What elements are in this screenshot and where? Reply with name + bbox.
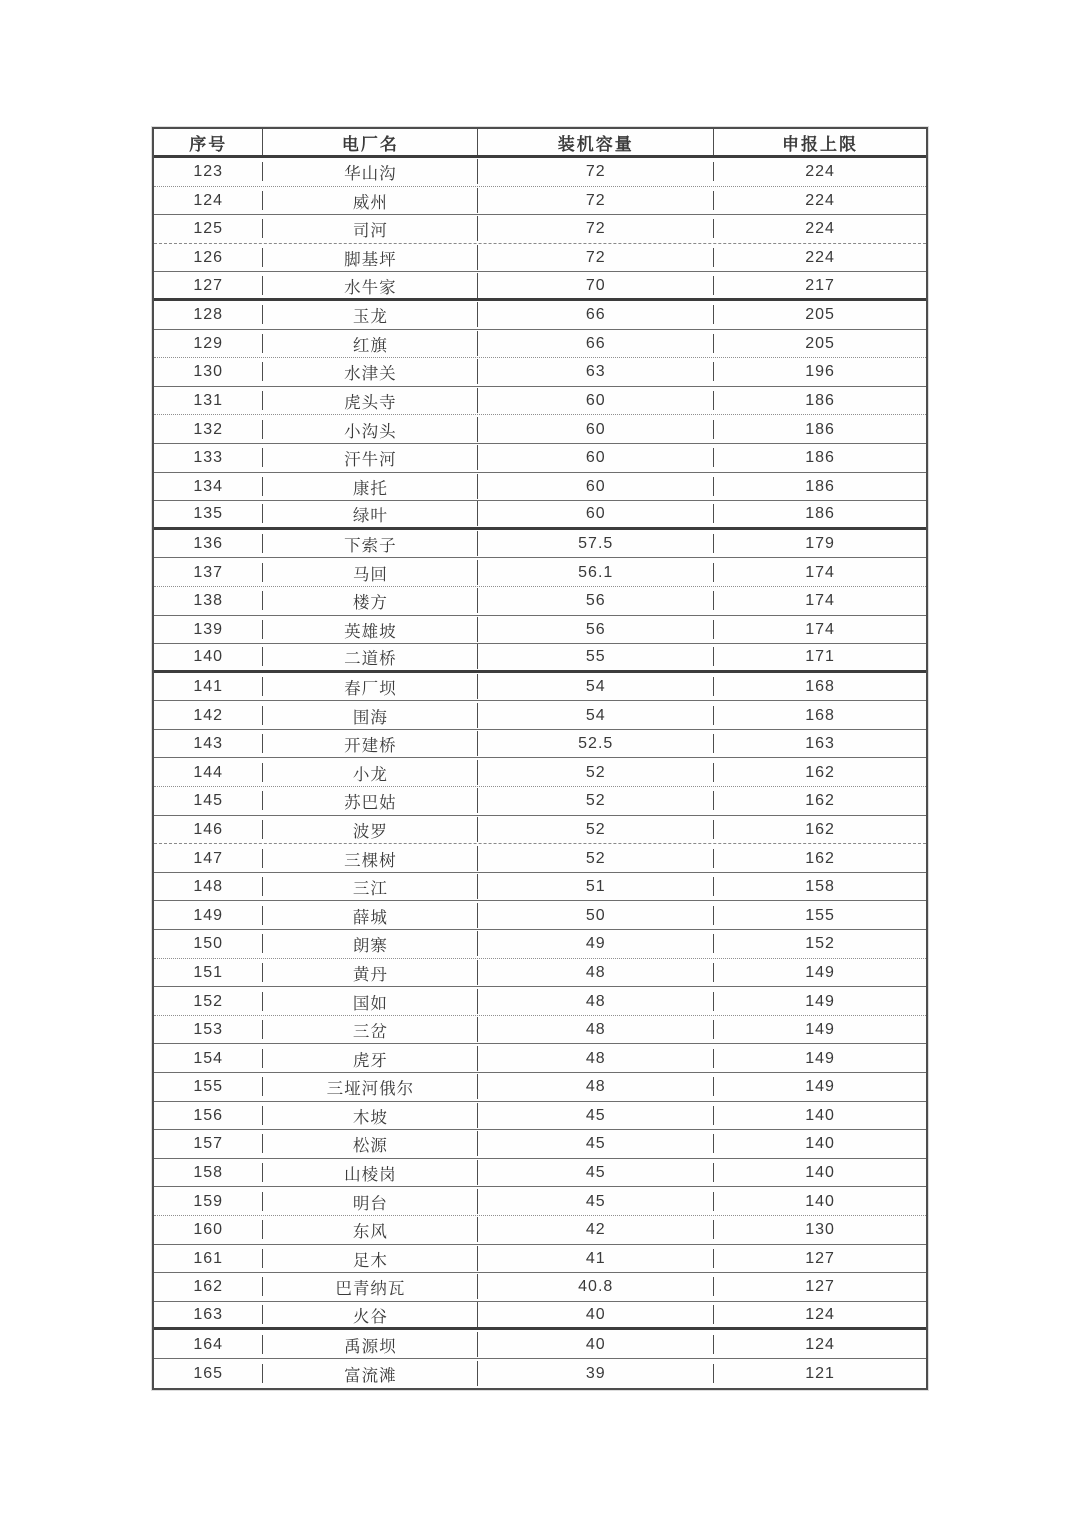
cell-limit: 186 <box>805 392 835 410</box>
cell-index: 148 <box>154 877 263 896</box>
table-row <box>154 1273 926 1302</box>
cell-plant-name: 脚基坪 <box>263 245 478 270</box>
column-header-capacity: 装机容量 <box>478 129 714 155</box>
cell-index: 165 <box>154 1364 263 1383</box>
cell-limit: 179 <box>805 535 835 553</box>
cell-limit: 162 <box>805 792 835 810</box>
cell-capacity: 45 <box>478 1134 714 1153</box>
cell-capacity: 72 <box>478 162 714 181</box>
table-row <box>154 244 926 273</box>
cell-index: 161 <box>154 1249 263 1268</box>
cell-index: 135 <box>154 504 263 523</box>
table-row <box>154 587 926 616</box>
table-row <box>154 1245 926 1274</box>
table-row <box>154 272 926 301</box>
cell-capacity: 45 <box>478 1106 714 1125</box>
cell-index: 132 <box>154 420 263 439</box>
cell-capacity: 52 <box>478 820 714 839</box>
cell-capacity: 72 <box>478 248 714 267</box>
cell-plant-name: 汗牛河 <box>263 445 478 470</box>
cell-limit: 205 <box>805 334 835 352</box>
cell-limit: 158 <box>805 878 835 896</box>
cell-plant-name: 三垭河俄尔 <box>263 1074 478 1099</box>
table-row <box>154 930 926 959</box>
cell-plant-name: 下索子 <box>263 531 478 556</box>
cell-plant-name: 东风 <box>263 1217 478 1242</box>
cell-limit: 224 <box>805 220 835 238</box>
cell-index: 125 <box>154 219 263 238</box>
cell-limit: 162 <box>805 763 835 781</box>
table-row <box>154 901 926 930</box>
cell-index: 155 <box>154 1077 263 1096</box>
cell-capacity: 72 <box>478 219 714 238</box>
cell-index: 140 <box>154 647 263 666</box>
cell-limit: 140 <box>805 1164 835 1182</box>
cell-plant-name: 水牛家 <box>263 273 478 298</box>
cell-plant-name: 国如 <box>263 989 478 1014</box>
cell-capacity: 70 <box>478 276 714 295</box>
cell-plant-name: 马回 <box>263 560 478 585</box>
cell-limit: 149 <box>805 1078 835 1096</box>
cell-limit: 149 <box>805 1049 835 1067</box>
cell-plant-name: 山棱岗 <box>263 1160 478 1185</box>
table-row <box>154 1073 926 1102</box>
cell-index: 142 <box>154 706 263 725</box>
table-row <box>154 558 926 587</box>
cell-index: 124 <box>154 191 263 210</box>
cell-index: 160 <box>154 1220 263 1239</box>
table-row <box>154 758 926 787</box>
cell-limit: 127 <box>805 1249 835 1267</box>
cell-plant-name: 薛城 <box>263 903 478 928</box>
cell-plant-name: 富流滩 <box>263 1361 478 1386</box>
table-row <box>154 473 926 502</box>
cell-index: 126 <box>154 248 263 267</box>
table-row <box>154 1044 926 1073</box>
cell-capacity: 54 <box>478 677 714 696</box>
cell-index: 164 <box>154 1335 263 1354</box>
cell-limit: 124 <box>805 1335 835 1353</box>
table-body <box>154 158 926 1388</box>
cell-plant-name: 明台 <box>263 1189 478 1214</box>
cell-limit: 130 <box>805 1221 835 1239</box>
cell-limit: 168 <box>805 677 835 695</box>
table-row <box>154 1187 926 1216</box>
cell-capacity: 48 <box>478 963 714 982</box>
cell-capacity: 51 <box>478 877 714 896</box>
cell-limit: 168 <box>805 706 835 724</box>
table-row <box>154 501 926 530</box>
table-row <box>154 959 926 988</box>
cell-capacity: 48 <box>478 992 714 1011</box>
cell-plant-name: 楼方 <box>263 588 478 613</box>
cell-index: 163 <box>154 1305 263 1324</box>
cell-index: 131 <box>154 391 263 410</box>
table-row <box>154 330 926 359</box>
table-row <box>154 1302 926 1331</box>
cell-limit: 224 <box>805 191 835 209</box>
cell-index: 157 <box>154 1134 263 1153</box>
column-header-index: 序号 <box>154 129 263 155</box>
cell-limit: 205 <box>805 306 835 324</box>
table-row <box>154 158 926 187</box>
cell-capacity: 41 <box>478 1249 714 1268</box>
cell-plant-name: 康托 <box>263 474 478 499</box>
table-row <box>154 787 926 816</box>
cell-capacity: 60 <box>478 504 714 523</box>
cell-index: 133 <box>154 448 263 467</box>
table-row <box>154 644 926 673</box>
cell-plant-name: 黄丹 <box>263 960 478 985</box>
cell-capacity: 60 <box>478 391 714 410</box>
table-row <box>154 816 926 845</box>
cell-index: 151 <box>154 963 263 982</box>
table-row <box>154 730 926 759</box>
cell-capacity: 60 <box>478 477 714 496</box>
cell-capacity: 40 <box>478 1335 714 1354</box>
cell-plant-name: 水津关 <box>263 359 478 384</box>
cell-plant-name: 春厂坝 <box>263 674 478 699</box>
cell-limit: 163 <box>805 735 835 753</box>
cell-limit: 121 <box>805 1364 835 1382</box>
cell-plant-name: 二道桥 <box>263 644 478 669</box>
cell-limit: 152 <box>805 935 835 953</box>
table-row <box>154 873 926 902</box>
cell-index: 159 <box>154 1192 263 1211</box>
cell-limit: 171 <box>805 648 835 666</box>
cell-limit: 186 <box>805 449 835 467</box>
cell-index: 152 <box>154 992 263 1011</box>
cell-index: 156 <box>154 1106 263 1125</box>
cell-limit: 162 <box>805 820 835 838</box>
cell-capacity: 40.8 <box>478 1277 714 1296</box>
cell-plant-name: 小龙 <box>263 760 478 785</box>
cell-capacity: 56 <box>478 591 714 610</box>
cell-capacity: 39 <box>478 1364 714 1383</box>
cell-index: 150 <box>154 934 263 953</box>
table-row <box>154 358 926 387</box>
cell-capacity: 42 <box>478 1220 714 1239</box>
cell-plant-name: 虎头寺 <box>263 388 478 413</box>
table-row <box>154 1216 926 1245</box>
cell-plant-name: 绿叶 <box>263 501 478 526</box>
cell-index: 145 <box>154 791 263 810</box>
cell-limit: 127 <box>805 1278 835 1296</box>
table-row <box>154 1359 926 1388</box>
cell-limit: 140 <box>805 1192 835 1210</box>
cell-plant-name: 三棵树 <box>263 846 478 871</box>
cell-plant-name: 苏巴姑 <box>263 788 478 813</box>
cell-limit: 174 <box>805 620 835 638</box>
cell-capacity: 49 <box>478 934 714 953</box>
cell-index: 127 <box>154 276 263 295</box>
cell-capacity: 48 <box>478 1020 714 1039</box>
cell-index: 158 <box>154 1163 263 1182</box>
cell-plant-name: 英雄坡 <box>263 617 478 642</box>
cell-plant-name: 火谷 <box>263 1302 478 1327</box>
cell-limit: 155 <box>805 906 835 924</box>
table-row <box>154 187 926 216</box>
table-header-row <box>154 129 926 158</box>
cell-plant-name: 围海 <box>263 703 478 728</box>
table-row <box>154 215 926 244</box>
table-row <box>154 1016 926 1045</box>
cell-plant-name: 松源 <box>263 1131 478 1156</box>
cell-capacity: 52 <box>478 849 714 868</box>
cell-capacity: 56.1 <box>478 563 714 582</box>
cell-plant-name: 开建桥 <box>263 731 478 756</box>
power-plant-table <box>152 127 928 1390</box>
cell-index: 129 <box>154 334 263 353</box>
cell-capacity: 57.5 <box>478 534 714 553</box>
cell-capacity: 66 <box>478 334 714 353</box>
cell-index: 162 <box>154 1277 263 1296</box>
cell-capacity: 50 <box>478 906 714 925</box>
cell-capacity: 55 <box>478 647 714 666</box>
table-row <box>154 1159 926 1188</box>
cell-index: 139 <box>154 620 263 639</box>
cell-limit: 224 <box>805 249 835 267</box>
cell-index: 123 <box>154 162 263 181</box>
cell-capacity: 48 <box>478 1077 714 1096</box>
cell-plant-name: 玉龙 <box>263 302 478 327</box>
cell-limit: 217 <box>805 276 835 294</box>
cell-capacity: 52.5 <box>478 734 714 753</box>
cell-plant-name: 足木 <box>263 1246 478 1271</box>
cell-capacity: 63 <box>478 362 714 381</box>
column-header-plant-name: 电厂名 <box>263 129 478 155</box>
cell-limit: 124 <box>805 1306 835 1324</box>
table-row <box>154 616 926 645</box>
cell-limit: 149 <box>805 992 835 1010</box>
cell-plant-name: 三江 <box>263 874 478 899</box>
cell-capacity: 52 <box>478 763 714 782</box>
cell-index: 130 <box>154 362 263 381</box>
cell-plant-name: 司河 <box>263 216 478 241</box>
cell-limit: 186 <box>805 477 835 495</box>
table-row <box>154 387 926 416</box>
cell-limit: 186 <box>805 505 835 523</box>
cell-index: 154 <box>154 1049 263 1068</box>
cell-index: 149 <box>154 906 263 925</box>
table-row <box>154 1130 926 1159</box>
cell-capacity: 48 <box>478 1049 714 1068</box>
cell-limit: 162 <box>805 849 835 867</box>
cell-plant-name: 木坡 <box>263 1103 478 1128</box>
cell-limit: 140 <box>805 1106 835 1124</box>
table-row <box>154 415 926 444</box>
table-row <box>154 844 926 873</box>
table-row <box>154 1102 926 1131</box>
cell-plant-name: 红旗 <box>263 331 478 356</box>
cell-index: 153 <box>154 1020 263 1039</box>
cell-limit: 224 <box>805 163 835 181</box>
cell-plant-name: 朗寨 <box>263 931 478 956</box>
cell-index: 147 <box>154 849 263 868</box>
cell-index: 136 <box>154 534 263 553</box>
table-row <box>154 673 926 702</box>
cell-capacity: 52 <box>478 791 714 810</box>
table-row <box>154 301 926 330</box>
cell-plant-name: 威州 <box>263 188 478 213</box>
cell-index: 138 <box>154 591 263 610</box>
cell-capacity: 66 <box>478 305 714 324</box>
cell-plant-name: 禹源坝 <box>263 1332 478 1357</box>
table-row <box>154 530 926 559</box>
cell-index: 137 <box>154 563 263 582</box>
cell-plant-name: 虎牙 <box>263 1046 478 1071</box>
table-row <box>154 987 926 1016</box>
cell-limit: 196 <box>805 363 835 381</box>
cell-capacity: 54 <box>478 706 714 725</box>
cell-index: 134 <box>154 477 263 496</box>
cell-plant-name: 波罗 <box>263 817 478 842</box>
cell-limit: 186 <box>805 420 835 438</box>
cell-limit: 140 <box>805 1135 835 1153</box>
cell-index: 146 <box>154 820 263 839</box>
cell-index: 141 <box>154 677 263 696</box>
cell-index: 128 <box>154 305 263 324</box>
cell-capacity: 72 <box>478 191 714 210</box>
cell-limit: 174 <box>805 563 835 581</box>
cell-capacity: 45 <box>478 1192 714 1211</box>
table-row <box>154 444 926 473</box>
cell-capacity: 56 <box>478 620 714 639</box>
cell-plant-name: 巴青纳瓦 <box>263 1274 478 1299</box>
cell-capacity: 60 <box>478 448 714 467</box>
cell-plant-name: 华山沟 <box>263 159 478 184</box>
column-header-limit: 申报上限 <box>782 135 859 154</box>
table-row <box>154 701 926 730</box>
cell-index: 143 <box>154 734 263 753</box>
cell-limit: 149 <box>805 1021 835 1039</box>
cell-plant-name: 三岔 <box>263 1017 478 1042</box>
table-row <box>154 1330 926 1359</box>
cell-plant-name: 小沟头 <box>263 417 478 442</box>
cell-limit: 174 <box>805 592 835 610</box>
cell-capacity: 45 <box>478 1163 714 1182</box>
cell-capacity: 40 <box>478 1305 714 1324</box>
cell-capacity: 60 <box>478 420 714 439</box>
cell-index: 144 <box>154 763 263 782</box>
cell-limit: 149 <box>805 963 835 981</box>
